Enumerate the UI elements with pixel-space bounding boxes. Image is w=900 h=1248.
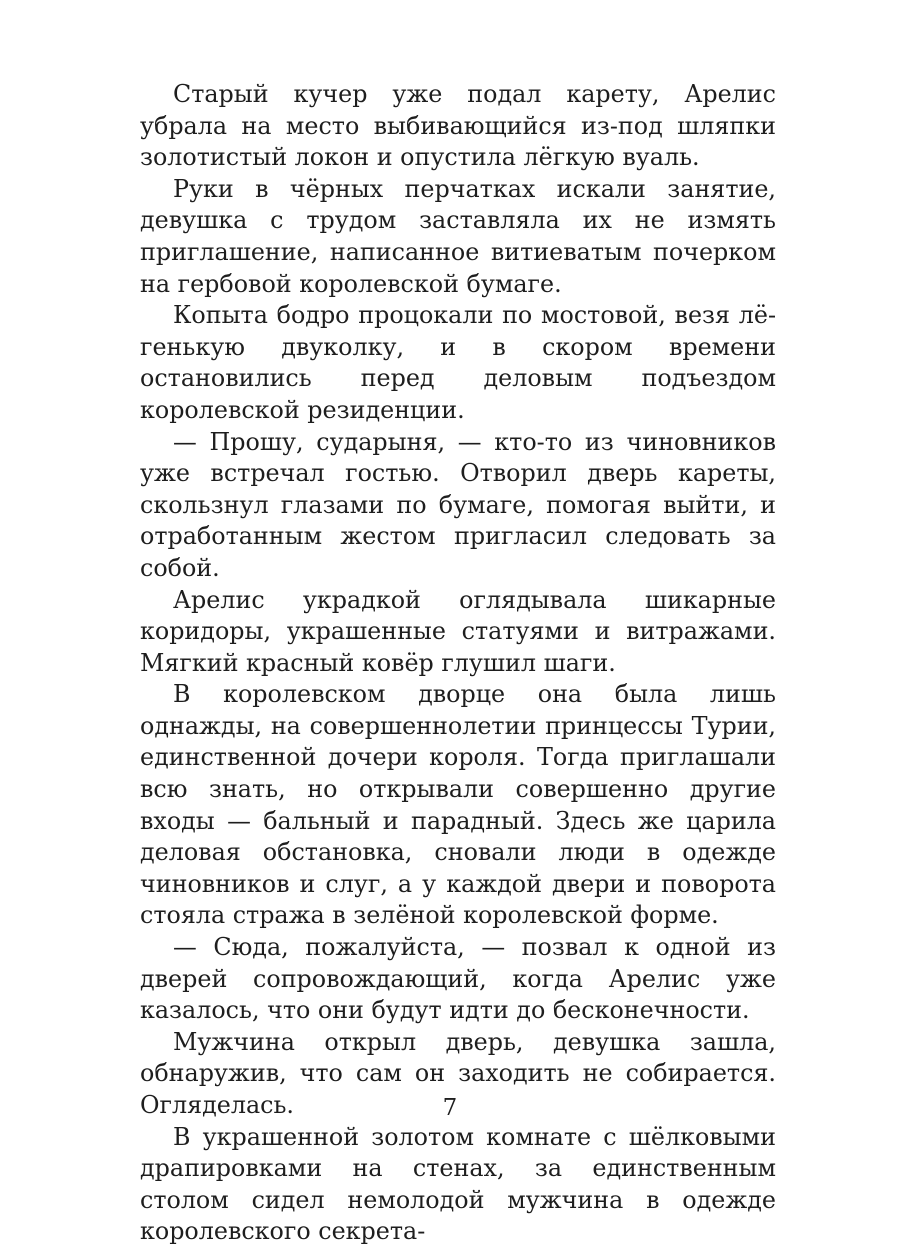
- paragraph: Старый кучер уже подал карету, Арелис убрала на место выбивающийся из-под шляпки золотистый локон и опустила лёгкую вуаль.: [140, 80, 776, 172]
- paragraph: Руки в чёрных перчатках искали занятие, девушка с трудом заставляла их не измять приглашение, написанное витиеватым почерком на гербовой королевской бумаге.: [140, 174, 776, 298]
- paragraph: Мужчина открыл дверь, девушка зашла, обнаружив, что сам он заходить не собирается. Огляделась.: [140, 1027, 776, 1119]
- paragraph: — Прошу, сударыня, — кто-то из чиновников уже встречал гостью. Отворил дверь кареты, скользнул глазами по бумаге, помогая выйти, и отработанным жестом пригласил следовать за собой.: [140, 427, 776, 582]
- page-number: 7: [442, 1095, 458, 1121]
- paragraph: В королевском дворце она была лишь однажды, на совершеннолетии принцессы Турии, единственной дочери короля. Тогда приглашали всю знать, но открывали совершенно другие входы — бальный и парадный. Здесь же царила деловая обстановка, сновали люди в одежде чиновников и слуг, а у каждой двери и поворота стояла стража в зелёной королевской форме.: [140, 680, 776, 930]
- paragraph: — Сюда, пожалуйста, — позвал к одной из дверей сопровождающий, когда Арелис уже казалось, что они будут идти до бесконечности.: [140, 933, 776, 1025]
- paragraph: В украшенной золотом комнате с шёлковыми драпировками на стенах, за единственным столом сидел немолодой мужчина в одежде королевского секрета-: [140, 1122, 776, 1246]
- paragraph: Арелис украдкой оглядывала шикарные коридоры, украшенные статуями и витражами. Мягкий красный ковёр глушил шаги.: [140, 585, 776, 677]
- paragraph: Копыта бодро процокали по мостовой, везя лёгенькую двуколку, и в скором времени остановились перед деловым подъездом королевской резиденции.: [140, 301, 776, 424]
- body-text: [140, 79, 776, 1248]
